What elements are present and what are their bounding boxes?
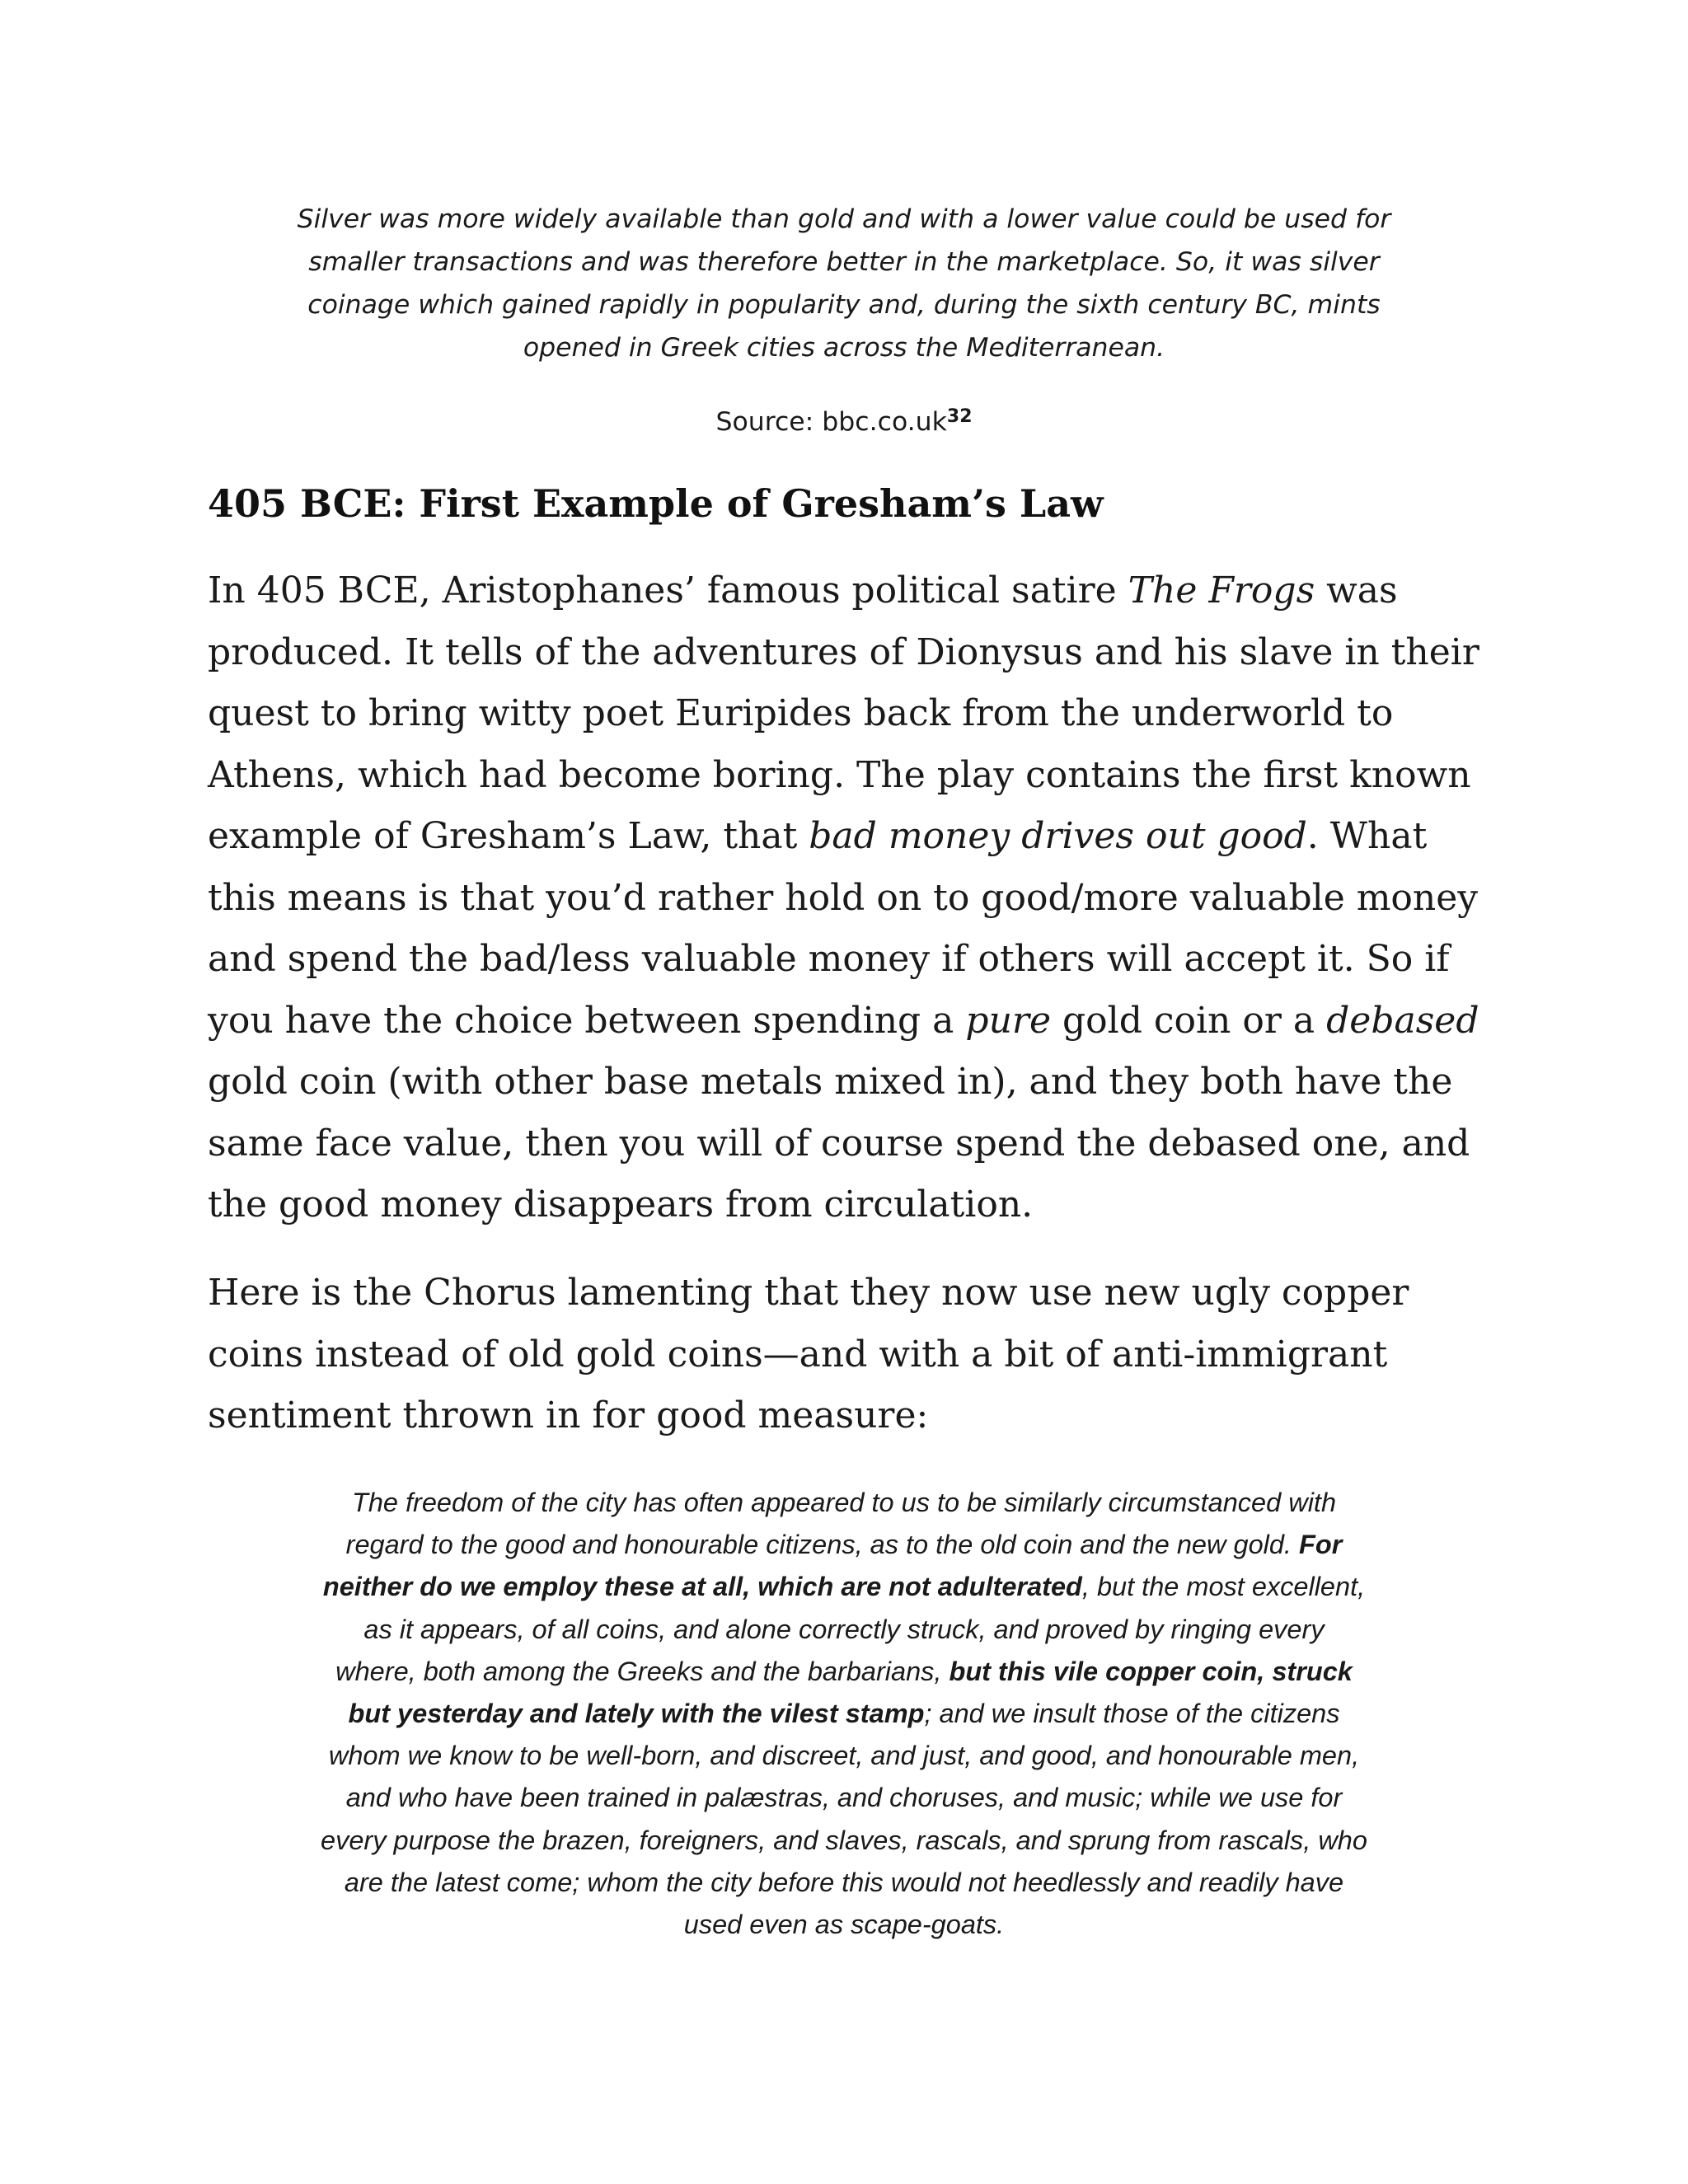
quote-line: whom we know to be well-born, and discreet, and just, and good, and honourable men, bbox=[328, 1741, 1360, 1771]
text-run: where, both among the Greeks and the barbarians, bbox=[335, 1656, 950, 1686]
quote-line: and who have been trained in palæstras, and choruses, and music; while we use for bbox=[345, 1783, 1343, 1813]
quote-line bbox=[244, 1693, 1444, 1735]
source-text: Source: bbc.co.uk bbox=[715, 407, 947, 437]
emphasis-word: debased bbox=[1326, 999, 1479, 1042]
emphasis-phrase: bad money drives out good bbox=[809, 815, 1307, 857]
paragraph-line: sentiment thrown in for good measure: bbox=[208, 1394, 929, 1436]
paragraph-line: produced. It tells of the adventures of Dionysus and his slave in their bbox=[208, 630, 1479, 673]
section-heading: 405 BCE: First Example of Gresham’s Law bbox=[208, 481, 1104, 526]
text-run: was bbox=[1315, 569, 1398, 612]
text-run: example of Gresham’s Law, that bbox=[208, 815, 809, 857]
footnote-reference[interactable]: 32 bbox=[946, 406, 973, 427]
paragraph-line bbox=[208, 806, 1493, 868]
play-title: The Frogs bbox=[1128, 569, 1315, 612]
body-paragraph-greshams-law bbox=[208, 560, 1493, 1236]
text-run: ; and we insult those of the citizens bbox=[924, 1699, 1340, 1729]
paragraph-line: gold coin (with other base metals mixed in), and they both have the bbox=[208, 1061, 1453, 1103]
quote-line: every purpose the brazen, foreigners, and slaves, rascals, and sprung from rascals, who bbox=[321, 1825, 1367, 1855]
quote-line: opened in Greek cities across the Mediterranean. bbox=[523, 333, 1165, 363]
paragraph-line: and spend the bad/less valuable money if others will accept it. So if bbox=[208, 938, 1450, 980]
quote-line: used even as scape-goats. bbox=[683, 1910, 1005, 1940]
quote-line: as it appears, of all coins, and alone correctly struck, and proved by ringing every bbox=[363, 1614, 1325, 1644]
paragraph-line: coins instead of old gold coins—and with a bit of anti-immigrant bbox=[208, 1333, 1388, 1376]
text-run: you have the choice between spending a bbox=[208, 999, 966, 1042]
text-run: . What bbox=[1306, 815, 1428, 857]
quote-line: smaller transactions and was therefore better in the marketplace. So, it was silver bbox=[308, 247, 1380, 277]
paragraph-line bbox=[208, 560, 1493, 622]
block-quote-chorus bbox=[244, 1482, 1444, 1946]
source-citation bbox=[247, 401, 1441, 443]
quote-line: are the latest come; whom the city before this would not heedlessly and readily have bbox=[344, 1867, 1344, 1897]
paragraph-line: quest to bring witty poet Euripides back from the underworld to bbox=[208, 692, 1394, 734]
block-quote-silver bbox=[247, 198, 1441, 369]
paragraph-line: same face value, then you will of course spend the debased one, and bbox=[208, 1122, 1470, 1165]
paragraph-line: this means is that you’d rather hold on to good/more valuable money bbox=[208, 876, 1479, 919]
text-run: regard to the good and honourable citizens, as to the old coin and the new gold. bbox=[345, 1530, 1299, 1560]
quote-line: coinage which gained rapidly in popularity and, during the sixth century BC, mints bbox=[307, 290, 1381, 320]
bold-emphasis: For bbox=[1299, 1530, 1343, 1560]
bold-emphasis: but yesterday and lately with the vilest stamp bbox=[348, 1699, 925, 1729]
bold-emphasis: but this vile copper coin, struck bbox=[949, 1656, 1353, 1686]
text-run: gold coin or a bbox=[1050, 999, 1327, 1042]
bold-emphasis: neither do we employ these at all, which are not adulterated bbox=[322, 1572, 1082, 1602]
quote-line bbox=[244, 1524, 1444, 1566]
text-run: , but the most excellent, bbox=[1081, 1572, 1366, 1602]
paragraph-line bbox=[208, 991, 1493, 1052]
quote-line: Silver was more widely available than gold and with a lower value could be used for bbox=[297, 204, 1391, 234]
paragraph-line: Athens, which had become boring. The play contains the first known bbox=[208, 753, 1471, 796]
text-run: In 405 BCE, Aristophanes’ famous political satire bbox=[208, 569, 1128, 612]
quote-line bbox=[244, 1651, 1444, 1693]
body-paragraph-chorus-intro bbox=[208, 1263, 1493, 1447]
paragraph-line: the good money disappears from circulation. bbox=[208, 1183, 1034, 1226]
paragraph-line: Here is the Chorus lamenting that they now use new ugly copper bbox=[208, 1272, 1409, 1314]
quote-line: The freedom of the city has often appeared to us to be similarly circumstanced with bbox=[351, 1488, 1337, 1517]
emphasis-word: pure bbox=[965, 999, 1051, 1042]
quote-line bbox=[244, 1566, 1444, 1608]
